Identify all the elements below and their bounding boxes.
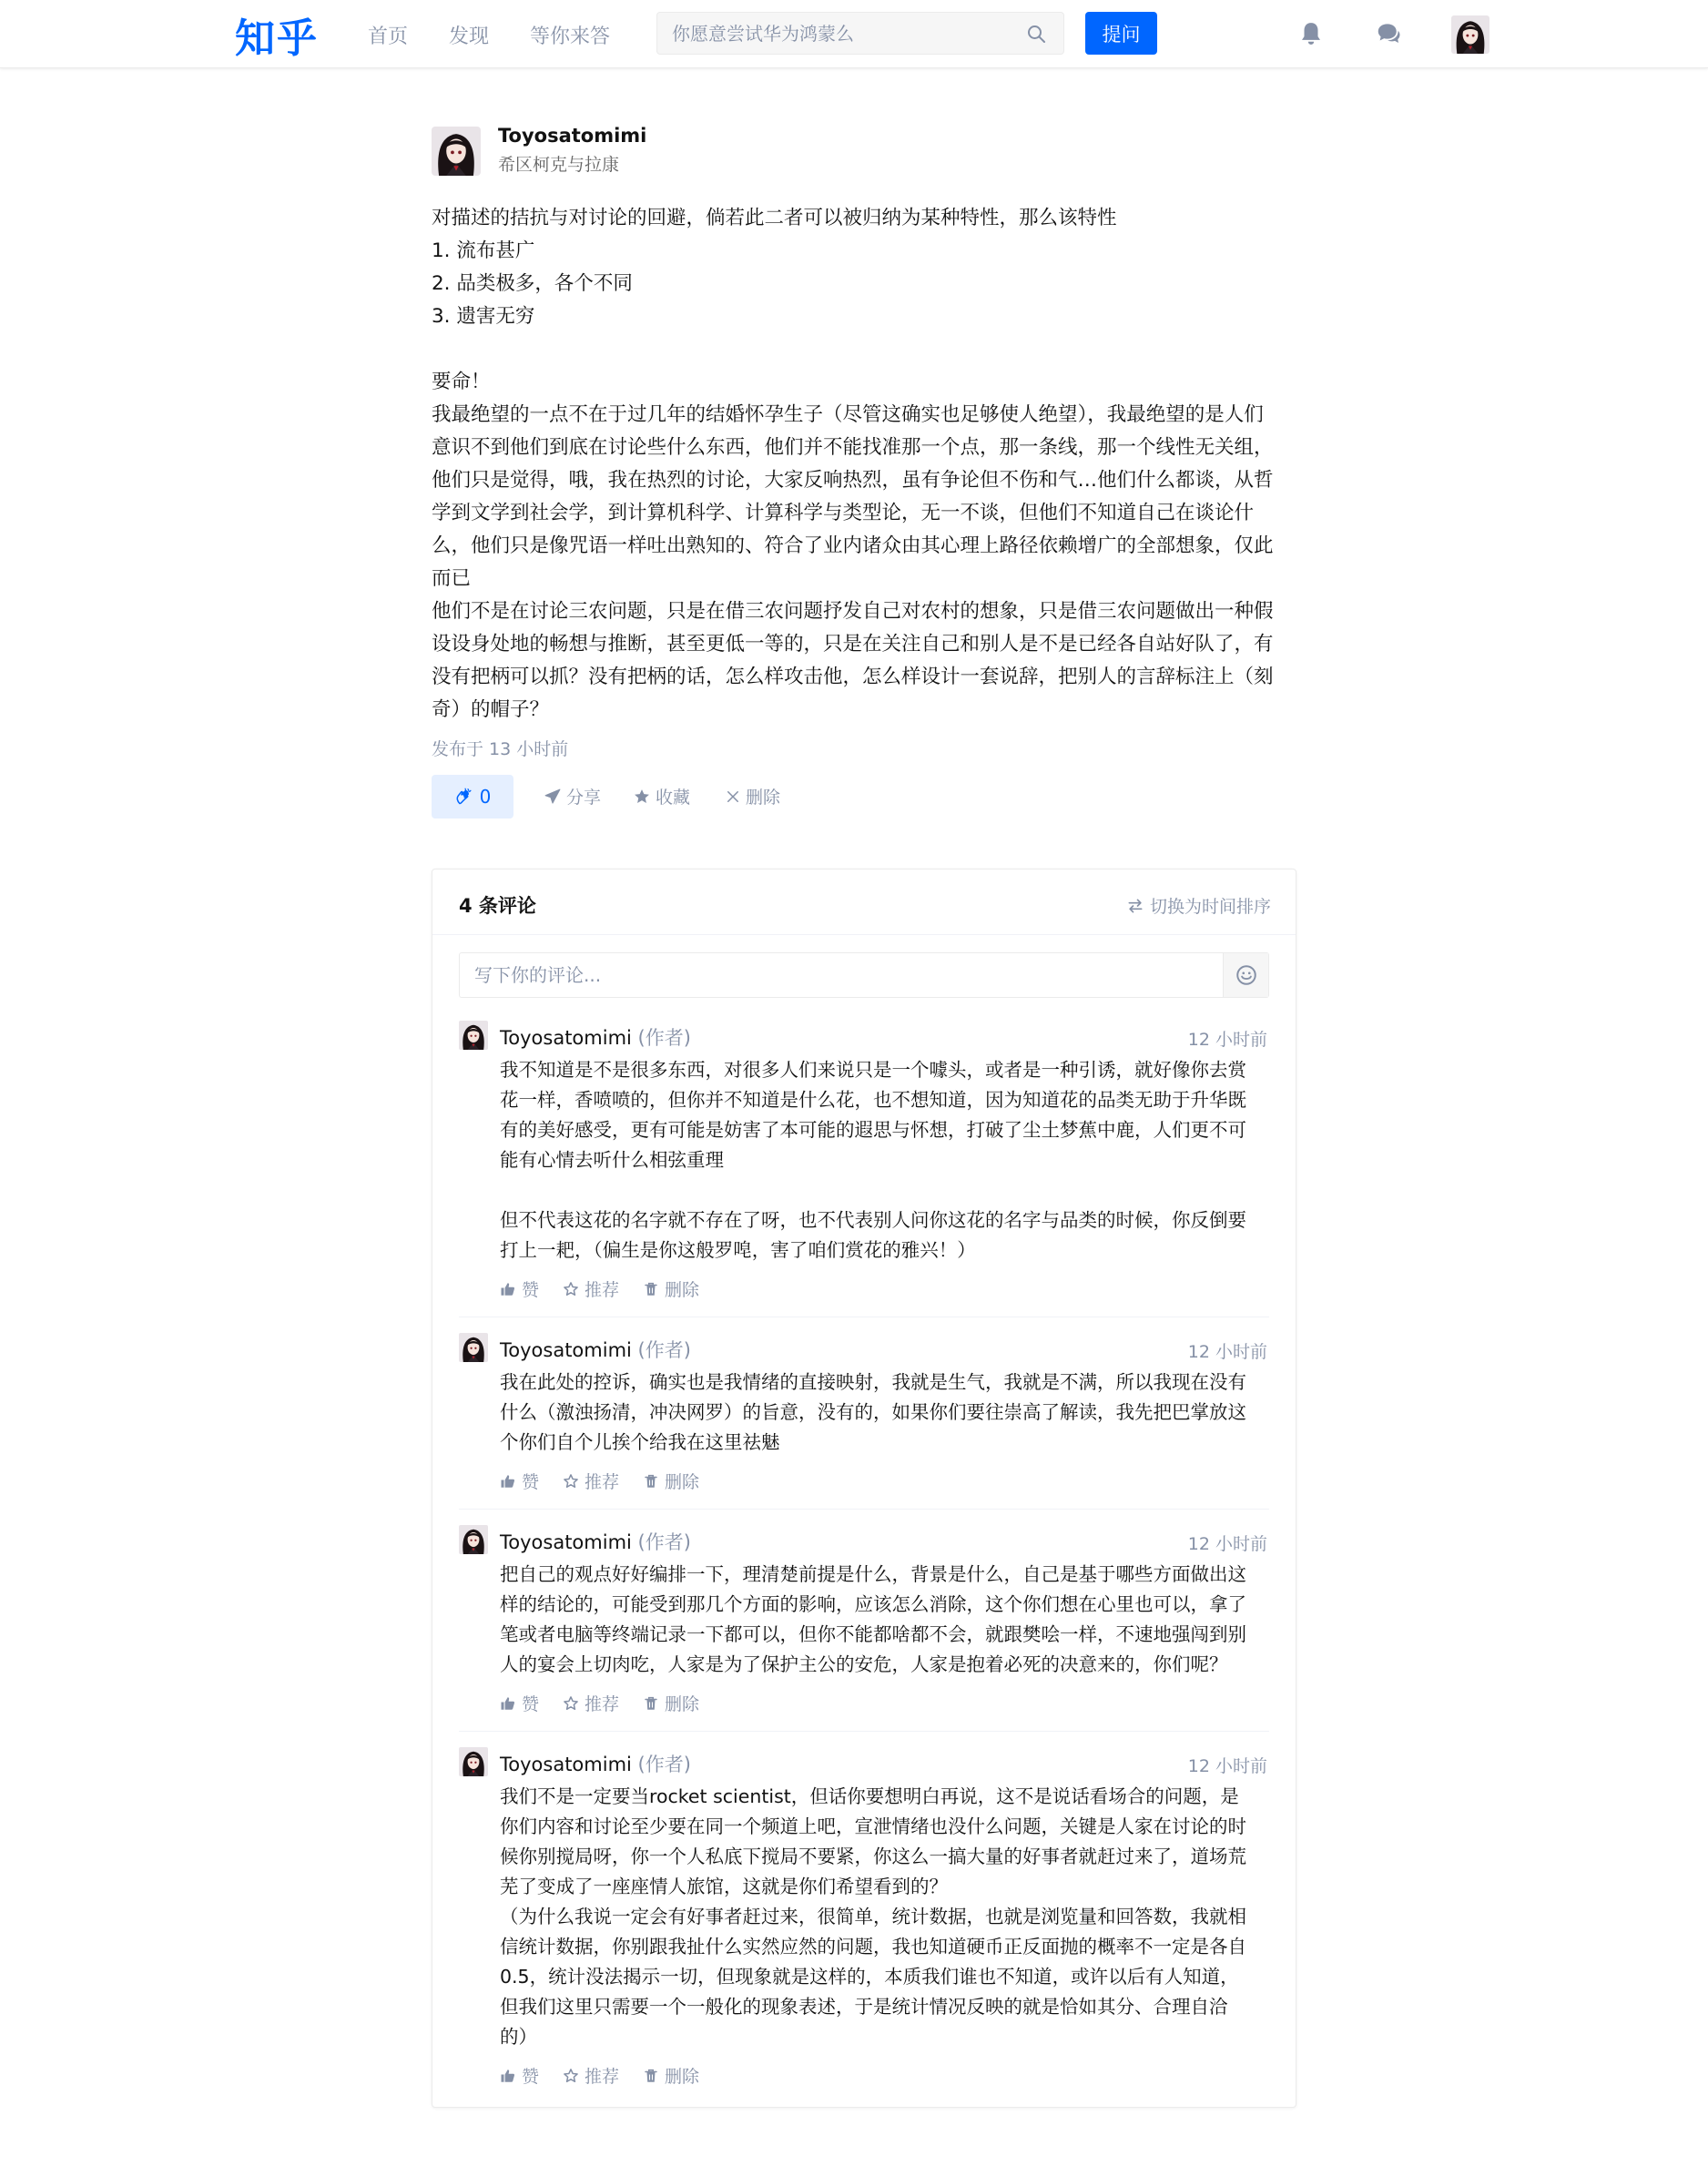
comment-line: 花一样，香喷喷的，但你并不知道是什么花，也不想知道，因为知道花的品类无助于升华既: [500, 1089, 1246, 1111]
star-icon: [633, 788, 651, 806]
comment-text: [500, 1368, 1269, 1458]
comment-line: 0.5，统计没法揭示一切，但现象就是这样的，本质我们谁也不知道，或许以后有人知道，: [500, 1966, 1239, 1988]
author-avatar-image: [432, 127, 481, 176]
share-button[interactable]: [544, 784, 601, 808]
commenter-name[interactable]: [500, 1023, 691, 1051]
post-paragraph: 他们只是觉得，哦，我在热烈的讨论，大家反响热烈，虽有争论但不伤和气…他们什么都谈，从哲: [432, 469, 1274, 492]
comment-line: 打上一耙，（偏生是你这般罗唣，害了咱们赏花的雅兴！）: [500, 1239, 976, 1261]
trash-icon: [643, 1695, 659, 1712]
post-paragraph: 3. 遗害无穷: [432, 305, 535, 328]
commenter-avatar-image: [459, 1525, 488, 1554]
comment-line: [500, 1175, 1269, 1205]
collect-label: 收藏: [656, 788, 691, 808]
comment-delete-button[interactable]: [643, 1469, 699, 1493]
comment-time: 12 小时前: [1187, 1534, 1267, 1554]
nav-link-discover[interactable]: 发现: [449, 25, 490, 48]
comment-like-label: 赞: [522, 1472, 540, 1492]
post-paragraph: [432, 333, 1295, 366]
comment-recommend-label: 推荐: [585, 1472, 620, 1492]
commenter-name[interactable]: [500, 1528, 691, 1555]
comment-actions: [500, 1691, 699, 1715]
comment-line: 你们内容和讨论至少要在同一个频道上吧，宣泄情绪也没什么问题，关键是人家在讨论的时: [500, 1815, 1246, 1837]
comment-recommend-button[interactable]: [563, 1691, 619, 1715]
commenter-avatar[interactable]: [459, 1747, 488, 1776]
author-tag: (作者): [631, 1339, 691, 1361]
post-paragraph: 奇）的帽子？: [432, 698, 550, 721]
comment-like-button[interactable]: [500, 1691, 539, 1715]
comment-line: 但我们这里只需要一个一般化的现象表述，于是统计情况反映的就是恰如其分、合理自洽: [500, 1996, 1228, 2018]
thumbs-up-icon: [500, 1473, 516, 1490]
paper-plane-icon: [544, 788, 562, 806]
commenter-name-text: Toyosatomimi: [500, 1339, 632, 1361]
comments-header: [432, 869, 1296, 935]
comments-panel: [432, 869, 1296, 2108]
post-paragraph: 学到文学到社会学，到计算机科学、计算科学与类型论，无一不谈，但他们不知道自己在谈论什: [432, 502, 1255, 524]
comment-line: （为什么我说一定会有好事者赶过来，很简单，统计数据，也就是浏览量和回答数，我就相: [500, 1906, 1246, 1927]
nav-link-waiting-answers[interactable]: 等你来答: [530, 25, 611, 48]
post-paragraph: 我最绝望的一点不在于过几年的结婚怀孕生子（尽管这确实也足够使人绝望），我最绝望的是人们: [432, 403, 1264, 426]
ask-question-button[interactable]: 提问: [1085, 12, 1157, 55]
post-paragraph: 么，他们只是像咒语一样吐出熟知的、符合了业内诸众由其心理上路径依赖增广的全部想象，仅此: [432, 534, 1274, 557]
comment-recommend-label: 推荐: [585, 1694, 620, 1714]
star-outline-icon: [563, 2068, 579, 2084]
sort-toggle-button[interactable]: [1126, 893, 1271, 918]
comment-divider: [459, 1731, 1269, 1732]
comment-line: 的）: [500, 2026, 537, 2048]
post-paragraph: 意识不到他们到底在讨论些什么东西，他们并不能找准那一个点，那一条线，那一个线性无关组，: [432, 436, 1274, 459]
comment-recommend-label: 推荐: [585, 1280, 620, 1300]
comment-line: 能有心情去听什么相弦重理: [500, 1149, 724, 1171]
commenter-avatar-image: [459, 1333, 488, 1362]
swap-arrows-icon: [1126, 897, 1144, 915]
post-content: [432, 202, 1295, 727]
reaction-button[interactable]: [432, 775, 513, 819]
author-tag: (作者): [631, 1027, 691, 1049]
commenter-avatar[interactable]: [459, 1333, 488, 1362]
chat-bubbles-icon[interactable]: [1375, 20, 1402, 47]
comment-time: 12 小时前: [1187, 1756, 1267, 1776]
post-paragraph: 没有把柄可以抓？没有把柄的话，怎么样攻击他，怎么样设计一套说辞，把别人的言辞标注上（刻: [432, 666, 1274, 688]
delete-post-button[interactable]: [725, 784, 780, 808]
comment-time: 12 小时前: [1187, 1342, 1267, 1362]
search-box: [656, 12, 1064, 55]
author-headline: 希区柯克与拉康: [498, 155, 620, 175]
comment-recommend-button[interactable]: [563, 1469, 619, 1493]
commenter-name-text: Toyosatomimi: [500, 1027, 632, 1049]
comment-like-label: 赞: [522, 1280, 540, 1300]
comment-like-button[interactable]: [500, 1276, 539, 1301]
comments-count: 4 条评论: [459, 895, 536, 917]
post-paragraph: 而已: [432, 567, 472, 590]
thumbs-up-icon: [500, 1695, 516, 1712]
comment-text: [500, 1055, 1269, 1266]
commenter-avatar-image: [459, 1021, 488, 1050]
zhihu-logo[interactable]: 知乎: [235, 15, 319, 62]
comment-line: 但不代表这花的名字就不存在了呀，也不代表别人问你这花的名字与品类的时候，你反倒要: [500, 1209, 1246, 1231]
comment-input-box: [459, 952, 1269, 998]
comment-line: 样的结论的，可能受到那几个方面的影响，应该怎么消除，这个你们想在心里也可以，拿了: [500, 1593, 1246, 1615]
emoji-button[interactable]: [1223, 953, 1268, 997]
post-published-time: 发布于 13 小时前: [432, 739, 569, 759]
author-tag: (作者): [631, 1754, 691, 1775]
comment-actions: [500, 2063, 699, 2088]
comment-line: 笔或者电脑等终端记录一下都可以，但你不能都啥都不会，就跟樊哙一样，不速地强闯到别: [500, 1623, 1246, 1645]
comment-line: 人的宴会上切肉吃，人家是为了保护主公的安危，人家是抱着必死的决意来的，你们呢？: [500, 1653, 1228, 1675]
comment-line: 芜了变成了一座座情人旅馆，这就是你们希望看到的？: [500, 1876, 948, 1897]
collect-button[interactable]: [633, 784, 690, 808]
share-label: 分享: [566, 788, 602, 808]
commenter-avatar[interactable]: [459, 1525, 488, 1554]
post-paragraph: 对描述的拮抗与对讨论的回避，倘若此二者可以被归纳为某种特性，那么该特性: [432, 207, 1117, 229]
comment-line: 我们不是一定要当rocket scientist，但话你要想明白再说，这不是说话看场合的问题，是: [500, 1785, 1239, 1807]
post-paragraph: 1. 流布甚广: [432, 239, 535, 262]
commenter-name[interactable]: [500, 1336, 691, 1363]
comment-time: 12 小时前: [1187, 1030, 1267, 1050]
post-paragraph: 要命！: [432, 371, 491, 393]
user-avatar-image: [1451, 15, 1489, 54]
comment-delete-button[interactable]: [643, 2063, 699, 2088]
search-icon[interactable]: [1025, 23, 1047, 45]
comment-delete-label: 删除: [665, 1280, 700, 1300]
commenter-avatar-image: [459, 1747, 488, 1776]
comment-delete-button[interactable]: [643, 1276, 699, 1301]
comment-actions: [500, 1276, 699, 1301]
star-outline-icon: [563, 1473, 579, 1490]
user-avatar[interactable]: [1451, 15, 1489, 54]
comment-line: 把自己的观点好好编排一下，理清楚前提是什么，背景是什么，自己是基于哪些方面做出这: [500, 1563, 1246, 1585]
sort-toggle-label: 切换为时间排序: [1149, 897, 1271, 917]
comment-line: 什么（激浊扬清，冲决网罗）的旨意，没有的，如果你们要往崇高了解读，我先把巴掌放这: [500, 1401, 1246, 1423]
comment-delete-label: 删除: [665, 2067, 700, 2087]
post-paragraph: 2. 品类极多，各个不同: [432, 272, 633, 295]
trash-icon: [643, 2068, 659, 2084]
clap-icon: [454, 788, 473, 806]
comment-input[interactable]: [474, 962, 1203, 988]
author-tag: (作者): [631, 1531, 691, 1553]
comment-text: [500, 1782, 1269, 2052]
comment-like-label: 赞: [522, 1694, 540, 1714]
reaction-count: 0: [479, 786, 492, 808]
comment-delete-label: 删除: [665, 1472, 700, 1492]
smiley-icon: [1235, 963, 1258, 987]
comment-line: 有的美好感受，更有可能是妨害了本可能的遐思与怀想，打破了尘土梦蕉中鹿，人们更不可: [500, 1119, 1246, 1141]
comment-line: 信统计数据，你别跟我扯什么实然应然的问题，我也知道硬币正反面抛的概率不一定是各自: [500, 1936, 1246, 1958]
comment-line: 我不知道是不是很多东西，对很多人们来说只是一个噱头，或者是一种引诱，就好像你去赏: [500, 1059, 1246, 1081]
comment-delete-label: 删除: [665, 1694, 700, 1714]
author-name[interactable]: Toyosatomimi: [498, 125, 647, 147]
delete-label: 删除: [746, 788, 781, 808]
commenter-avatar[interactable]: [459, 1021, 488, 1050]
comment-like-button[interactable]: [500, 2063, 539, 2088]
star-outline-icon: [563, 1695, 579, 1712]
comment-recommend-label: 推荐: [585, 2067, 620, 2087]
comment-line: 个你们自个儿挨个给我在这里祛魅: [500, 1431, 780, 1453]
comment-like-label: 赞: [522, 2067, 540, 2087]
commenter-name[interactable]: [500, 1750, 691, 1777]
bell-icon[interactable]: [1297, 20, 1325, 47]
comment-text: [500, 1560, 1269, 1680]
top-navigation-bar: [0, 0, 1708, 68]
comment-line: 候你别搅局呀，你一个人私底下搅局不要紧，你这么一搞大量的好事者就赶过来了，道场荒: [500, 1846, 1246, 1867]
close-icon: [725, 788, 741, 805]
nav-link-home[interactable]: 首页: [368, 25, 409, 48]
comment-delete-button[interactable]: [643, 1691, 699, 1715]
thumbs-up-icon: [500, 1281, 516, 1297]
comment-line: 我在此处的控诉，确实也是我情绪的直接映射，我就是生气，我就是不满，所以我现在没有: [500, 1371, 1246, 1393]
star-outline-icon: [563, 1281, 579, 1297]
trash-icon: [643, 1473, 659, 1490]
post-paragraph: 设设身处地的畅想与推断，甚至更低一等的，只是在关注自己和别人是不是已经各自站好队了，有: [432, 633, 1274, 656]
comment-recommend-button[interactable]: [563, 1276, 619, 1301]
search-input[interactable]: [672, 21, 1000, 46]
commenter-name-text: Toyosatomimi: [500, 1531, 632, 1553]
comment-like-button[interactable]: [500, 1469, 539, 1493]
thumbs-up-icon: [500, 2068, 516, 2084]
trash-icon: [643, 1281, 659, 1297]
author-avatar[interactable]: [432, 127, 481, 176]
post-paragraph: 他们不是在讨论三农问题，只是在借三农问题抒发自己对农村的想象，只是借三农问题做出一种假: [432, 600, 1274, 623]
comment-actions: [500, 1469, 699, 1493]
comment-recommend-button[interactable]: [563, 2063, 619, 2088]
comment-divider: [459, 1509, 1269, 1510]
commenter-name-text: Toyosatomimi: [500, 1754, 632, 1775]
